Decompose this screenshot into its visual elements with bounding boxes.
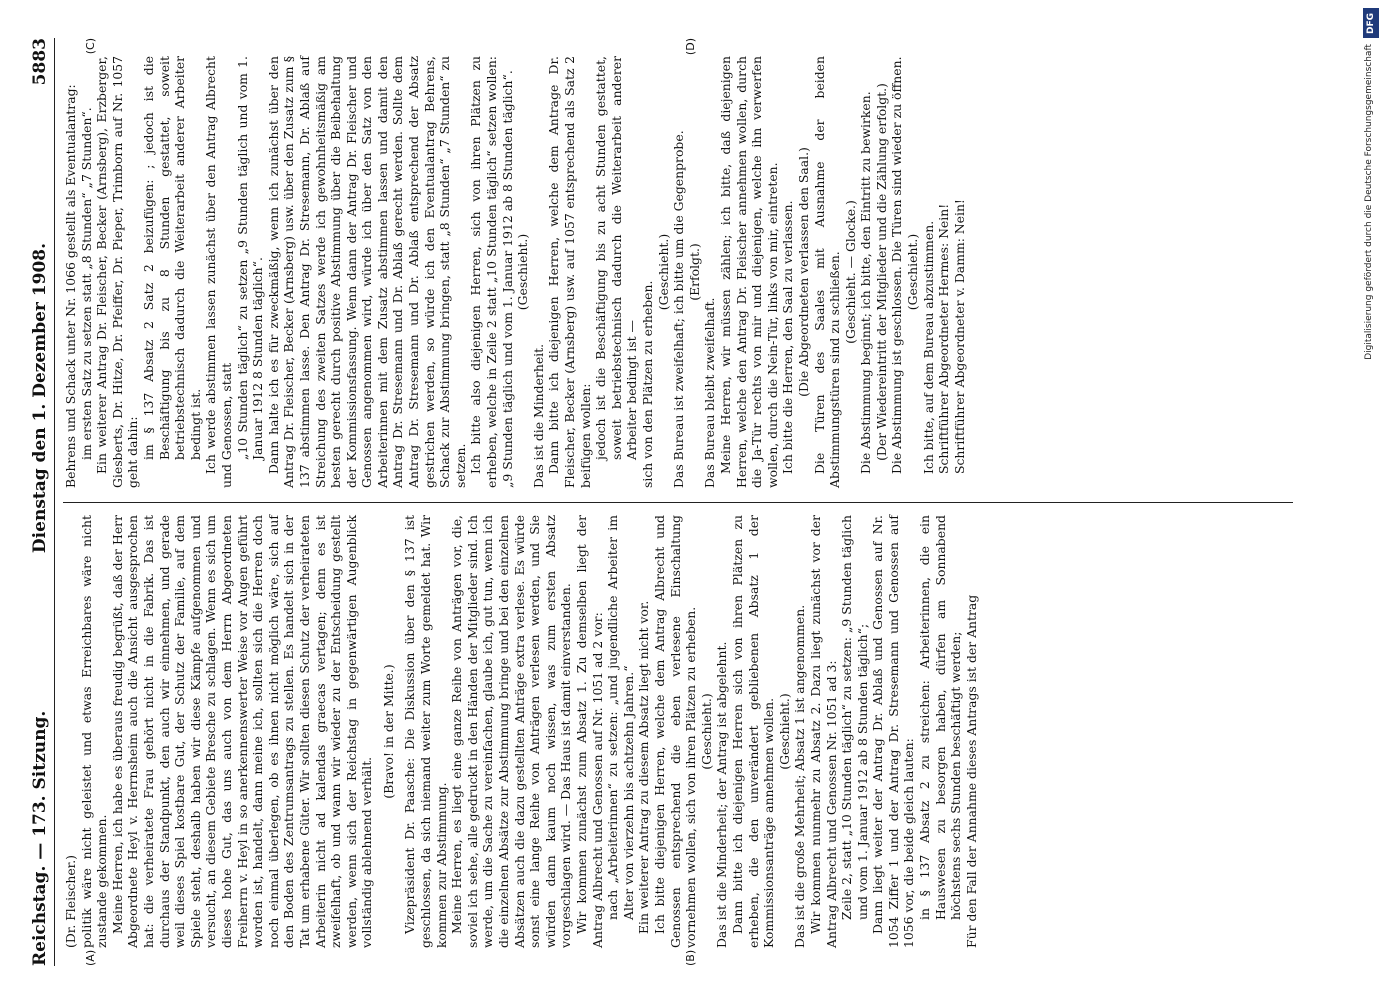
paragraph: Behrens und Schack unter Nr. 1066 gestellt als Eventualantrag: [63,84,78,488]
paragraph: Meine Herren, es liegt eine ganze Reihe von Anträgen vor, die, soviel ich sehe, alle gedruckt in den Händen der Mitglieder sind. Ich werde, um die Sache zu vereinfachen, glaube ich, gut tun, wenn ich die einzelnen Absätze zur Abstimmung bringe und bei den einzelnen Absätzen auch die dazu gestellten Anträge extra verlese. Es würde sonst eine lange Reihe von Anträgen verlesen werden, und Sie würden dann kaum noch wissen, was zum ersten Absatz vorgeschlagen wird. — Das Haus ist damit einverstanden. [449,515,574,948]
paragraph: Dann bitte ich diejenigen Herren sich von ihren Plätzen zu erheben, die den unverändert gebliebenen Absatz 1 der Kommissionsanträge annehmen wollen. [729,515,777,948]
paragraph: Die Türen des Saales mit Ausnahme der beiden Abstimmungstüren sind zu schließen. [811,56,843,488]
motion-text: im § 137 Absatz 2 Satz 2 beizufügen: ; jedoch ist die Beschäftigung bis zu 8 Stunden gestattet, soweit betriebstechnisch dadurch die Weiterarbeit anderer Arbeiter bedingt ist. [140,56,203,460]
header-left: Reichstag. — 173. Sitzung. [30,710,50,966]
paragraph: Dann bitte ich diejenigen Herren, welche dem Antrage Dr. Fleischer, Becker (Arnsberg) usw. auf 1057 entsprechend als Satz 2 beifügen wollen: [546,56,593,488]
motion-text: Zeile 2, statt „10 Stunden täglich“ zu setzen: „9 Stunden täglich und vom 1. Januar 1912 ab 8 Stunden täglich“; [839,515,870,920]
paragraph: Wir kommen zunächst zum Absatz 1. Zu demselben liegt der Antrag Albrecht und Genossen auf Nr. 1051 ad 2 vor: [574,515,605,948]
paragraph: Das ist die Minderheit. [530,343,546,488]
interjection: (Der Wiedereintritt der Mitglieder und die Zählung erfolgt.) [873,83,889,461]
paragraph: Meine Herren, ich habe es überaus freudig begrüßt, daß der Herr Abgeordnete Heyl v. Herrnsheim auch die Ansicht ausgesprochen hat: die verheiratete Frau gehört nicht in die Fabrik. Das ist durchaus der Standpunkt, den auch wir einnehmen, und gerade weil dieses Spiel kostbare Gut, der Schutz der Familie, auf dem Spiele steht, deshalb haben wir diese Kämpfe aufgenommen und versucht, an diesem Gebiete Bresche zu schlagen. Wenn es sich um dieses hohe Gut, das uns auch von dem Herrn Abgeordneten Freiherrn v. Heyl in so anerkennenswerter Weise vor Augen geführt worden ist, handelt, dann meine ich, sollten sich die Herren doch noch einmal überlegen, ob es ihnen nicht möglich wäre, sich auf den Boden des Zentrumsantrags zu stellen. Es handelt sich in der Tat um erhabene Güter. Wir sollten diesen Schutz der verheirateten Arbeiterin nicht ad kalendas graecas vertagen; denn es ist zweifelhaft, ob und wann wir wieder zu der Entscheidung gestellt werden, wenn sich der Reichstag in gegenwärtigen Augenblick vollständig ablehnend verhält. [109,515,375,948]
page-number: 5883 [30,38,50,86]
paragraph: Dann liegt weiter der Antrag Dr. Ablaß und Genossen auf Nr. 1054 Ziffer 1 und der Antrag Dr. Stresemann und Genossen auf 1056 vor, die beide gleich lauten: [870,515,917,948]
paragraph: Meine Herren, wir müssen zählen; ich bitte, daß diejenigen Herren, welche den Antrag Dr. Fleischer annehmen wollen, durch die Ja-Tür rechts von mir und diejenigen, welche ihn verwerfen wollen, durch die Nein-Tür, links von mir, eintreten. [717,56,780,488]
dfg-funding-note: Digitalisierung gefördert durch die Deutsche Forschungsgemeinschaft [1364,44,1374,360]
interjection: (Geschieht. — Glocke.) [842,200,858,344]
motion-text: im ersten Satz zu setzen statt „8 Stunden“ „7 Stunden“. [78,107,94,460]
right-column [63,38,1293,502]
interjection: (Geschieht.) [776,693,792,770]
paragraph: Dann halte ich es für zweckmäßig, wenn ich zunächst über den Antrag Dr. Fleischer, Becker (Arnsberg) usw. über den Zusatz zum § 137 abstimmen lasse. Den Antrag Dr. Stresemann, Dr. Ablaß auf Streichung des zweiten Satzes werde ich gewohnheitsmäßig am besten gerecht durch positive Abstimmung über die Beibehaltung der Kommissionsfassung. Wenn dann der Antrag Dr. Fleischer und Genossen angenommen wird, würde ich über den Satz von den Arbeiterinnen mit dem Zusatz abstimmen lassen und damit den Antrag Dr. Stresemann und Dr. Ablaß gerecht werden. Sollte dem Antrag Dr. Stresemann und Dr. Ablaß entsprechend der Absatz gestrichen werden, so würde ich den Eventualantrag Behrens, Schack zur Abstimmung bringen, statt „8 Stunden“ „7 Stunden“ zu setzen. [265,56,468,488]
interjection: (Die Abgeordneten verlassen den Saal.) [795,147,811,397]
motion-text: jedoch ist die Beschäftigung bis zu acht Stunden gestattet, soweit betriebstechnisch dadurch die Weiterarbeit anderer Arbeiter bedingt ist — [593,56,640,460]
paragraph: politik wäre nicht geleistet und etwas Erreichbares wäre nicht zustande gekommen. [78,515,110,948]
paragraph: Wir kommen nunmehr zu Absatz 2. Dazu liegt zunächst vor der Antrag Albrecht und Genossen Nr. 1051 ad 3: [807,515,839,948]
paragraph: Ein weiterer Antrag Dr. Fleischer, Becker (Arnsberg), Erzberger, Giesberts, Dr. Hitze, Dr. Pfeiffer, Dr. Pieper, Trimborn auf Nr. 1057 geht dahin: [94,56,141,488]
paragraph: Schriftführer Abgeordneter v. Damm: Nein! [951,199,967,474]
marker-a: (A) [84,949,97,966]
motion-text: in § 137 Absatz 2 zu streichen: Arbeiterinnen, die ein Hauswesen zu besorgen haben, dürfen am Sonnabend höchstens sechs Stunden beschäftigt werden; [917,515,964,920]
marker-b: (B) [684,949,697,966]
page-header [30,38,55,966]
paragraph: Ich werde abstimmen lassen zunächst über den Antrag Albrecht und Genossen, statt [203,56,234,488]
paragraph: Das ist die Minderheit; der Antrag ist abgelehnt. [714,641,730,948]
paragraph: sich von den Plätzen zu erheben. [639,280,655,488]
paragraph: Ein weiterer Antrag zu diesem Absatz liegt nicht vor. [636,600,652,934]
interjection: (Geschieht.) [698,693,714,770]
paragraph: Ich bitte also diejenigen Herren, sich von ihren Plätzen zu erheben, welche in Zeile 2 statt „10 Stunden täglich“ setzen wollen: „9 Stunden täglich und vom 1. Januar 1912 ab 8 Stunden täglich“. [468,56,515,488]
interjection: (Erfolgt.) [686,243,702,301]
interjection: (Bravo! in der Mitte.) [380,664,396,799]
motion-text: nach „Arbeiterinnen“ zu setzen: „und jugendliche Arbeiter im Alter von vierzehn bis achtzehn Jahren.“ [605,515,636,920]
header-date: Dienstag den 1. Dezember 1908. [30,242,50,554]
marker-d: (D) [684,38,697,56]
motion-text: „10 Stunden täglich“ zu setzen „9 Stunden täglich und vom 1. Januar 1912 8 Stunden täglich“. [234,56,266,460]
paragraph: Das Bureau ist zweifelhaft; ich bitte um die Gegenprobe. [671,130,687,488]
text-columns [63,38,1293,966]
paragraph: Ich bitte diejenigen Herren, welche dem Antrag Albrecht und Genossen entsprechend die eben verlesene Einschaltung vornehmen wollen, sich von ihren Plätzen zu erheben. [651,515,699,948]
paragraph: Ich bitte, auf dem Bureau abzustimmen. [920,220,936,474]
speaker-tag: (Dr. Fleischer.) [63,854,78,948]
paragraph: Das Bureau bleibt zweifelhaft. [702,297,718,488]
marker-c: (C) [84,38,97,55]
interjection: (Geschieht.) [515,233,531,311]
dfg-logo-icon: DFG [1363,8,1379,38]
interjection: (Geschieht.) [905,233,921,311]
paragraph: Die Abstimmung beginnt; ich bitte, den Eintritt zu bewirken. [858,91,874,474]
paragraph: Für den Fall der Annahme dieses Antrags ist der Antrag [963,594,979,948]
dfg-stamp [1363,8,1379,993]
left-column [63,502,1293,966]
paragraph: Ich bitte die Herren, den Saal zu verlassen. [780,200,796,474]
paragraph: Die Abstimmung ist geschlossen. Die Türen sind wieder zu öffnen. [889,56,905,474]
interjection: (Geschieht.) [655,233,671,311]
paragraph: Vizepräsident Dr. Paasche: Die Diskussion über den § 137 ist geschlossen, da sich niemand weiter zum Worte gemeldet hat. Wir kommen zur Abstimmung. [402,515,449,948]
paragraph: Das ist die große Mehrheit; Absatz 1 ist angenommen. [792,604,808,948]
paragraph: Schriftführer Abgeordneter Hermes: Nein! [936,203,952,474]
